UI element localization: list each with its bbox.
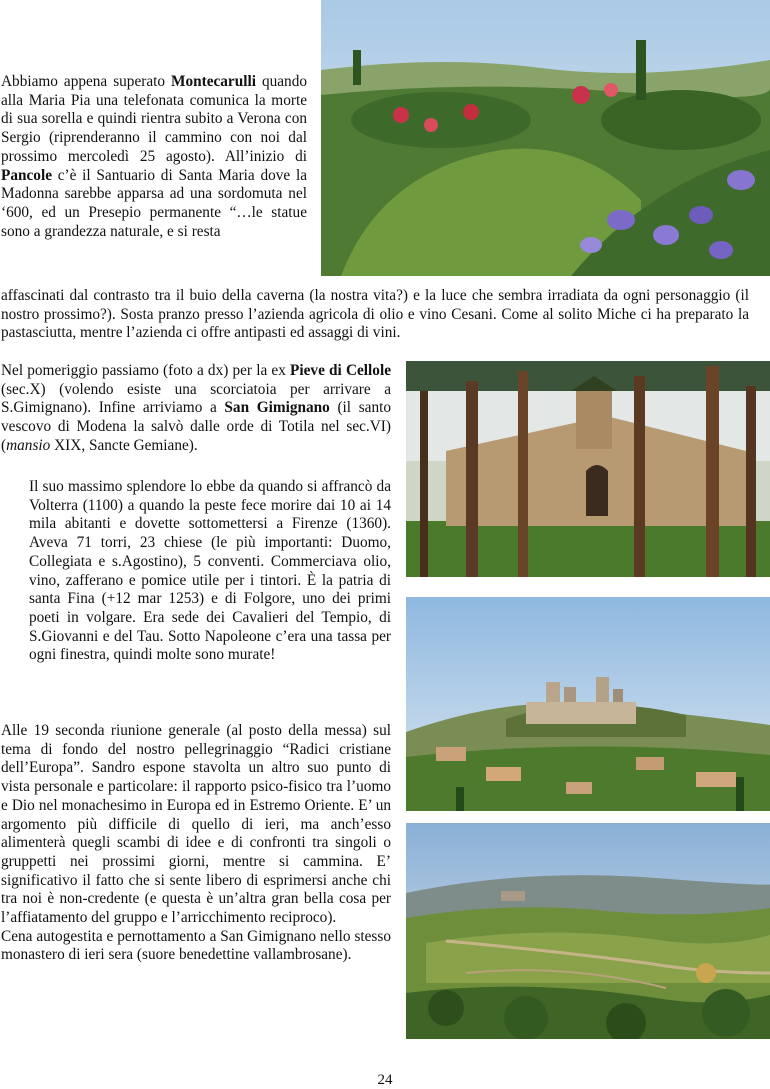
- dinner-paragraph: Cena autogestita e pernottamento a San Gimignano nello stesso monastero di ieri sera (suore benedettine vallambrosane).: [1, 927, 391, 964]
- cellole-text-4: XIX, Sancte Gemiane).: [50, 436, 198, 454]
- intro-text-4: c’è il Santuario di Santa Maria dove la Madonna sarebbe apparsa ad una sordomuta nel ‘600, ed un Presepio permanente “…le statue sono a grandezza naturale, e si resta: [1, 166, 307, 240]
- history-paragraph: Il suo massimo splendore lo ebbe da quando si affrancò da Volterra (1100) a quando la peste fece morire dai 10 ai 14 mila abitanti e dovette sottomettersi a Firenze (1360). Aveva 71 torri, 23 chiese (le più importanti: Duomo, Collegiata e s.Agostino), 5 conventi. Commerciava olio, vino, zafferano e pomice utile per i tintori. È la patria di santa Fina (+12 mar 1253) e di Folgore, uno dei primi poeti in volgare. Era sede dei Cavalieri del Tempio, di S.Giovanni e del Tau. Sotto Napoleone c’era una tassa per ogni finestra, quindi molte sono murate!: [29, 478, 391, 664]
- text-meeting: [1, 722, 391, 965]
- place-pieve-di-cellole: Pieve di Cellole: [290, 362, 391, 379]
- tuscan-hills-photo: [406, 823, 770, 1039]
- text-continuation: [1, 287, 749, 343]
- cellole-text-3: (il santo vescovo di Modena la salvò dalle orde di Totila nel sec.VI) (: [1, 399, 391, 454]
- text-intro: [1, 73, 307, 241]
- garden-photo: [321, 0, 770, 276]
- intro-text-2: quando alla Maria Pia una telefonata comunica la morte di sua sorella e quindi rientra subito a Verona con Sergio (riprenderanno il cammino con noi dal prossimo mercoledì 25 agosto).: [1, 73, 307, 165]
- place-pancole: Pancole: [1, 166, 52, 184]
- cellole-text-2: (sec.X) (volendo esiste una scorciatoia per arrivare a S.Gimignano). Infine arriviamo a: [1, 380, 391, 417]
- continuation-paragraph: affascinati dal contrasto tra il buio della caverna (la nostra vita?) e la luce che sembra irradiata da ogni personaggio (il nostro prossimo?). Sosta pranzo presso l’azienda agricola di olio e vino Cesani. Come al solito Miche ci ha preparato la pastasciutta, mentre l’azienda ci offre antipasti ed assaggi di vini.: [1, 287, 749, 342]
- meeting-paragraph: Alle 19 seconda riunione generale (al posto della messa) sul tema di fondo del nostro pellegrinaggio “Radici cristiane dell’Europa”. Sandro espone stavolta un altro suo punto di vista personale e particolare: il rapporto psico-fisico tra l’uomo e Dio nel monachesimo in Europa ed in Estremo Oriente. E’ un argomento più difficile di quello di ieri, ma anch’esso alimenterà quegli scambi di idee e di confronti tra singoli o gruppetti nei prossimi giorni, mentre si cammina. E’ significativo il fatto che si sente libero di esprimersi anche chi tra noi è non-credente (e questa è un’altra gran bella cosa per l’affiatamento del gruppo e l’arricchimento reciproco).: [1, 722, 391, 927]
- intro-text-3: All’inizio di: [224, 147, 307, 165]
- place-montecarulli: Montecarulli: [171, 73, 256, 90]
- text-history: [29, 478, 391, 665]
- pieve-di-cellole-photo: [406, 361, 770, 577]
- text-cellole: [1, 362, 391, 456]
- page-number: 24: [377, 1072, 393, 1088]
- term-mansio: mansio: [6, 436, 51, 454]
- intro-text-1: Abbiamo appena superato: [1, 73, 172, 90]
- cellole-text-1: Nel pomeriggio passiamo (foto a dx) per la ex: [1, 362, 291, 379]
- place-san-gimignano: San Gimignano: [224, 399, 330, 417]
- san-gimignano-photo: [406, 597, 770, 811]
